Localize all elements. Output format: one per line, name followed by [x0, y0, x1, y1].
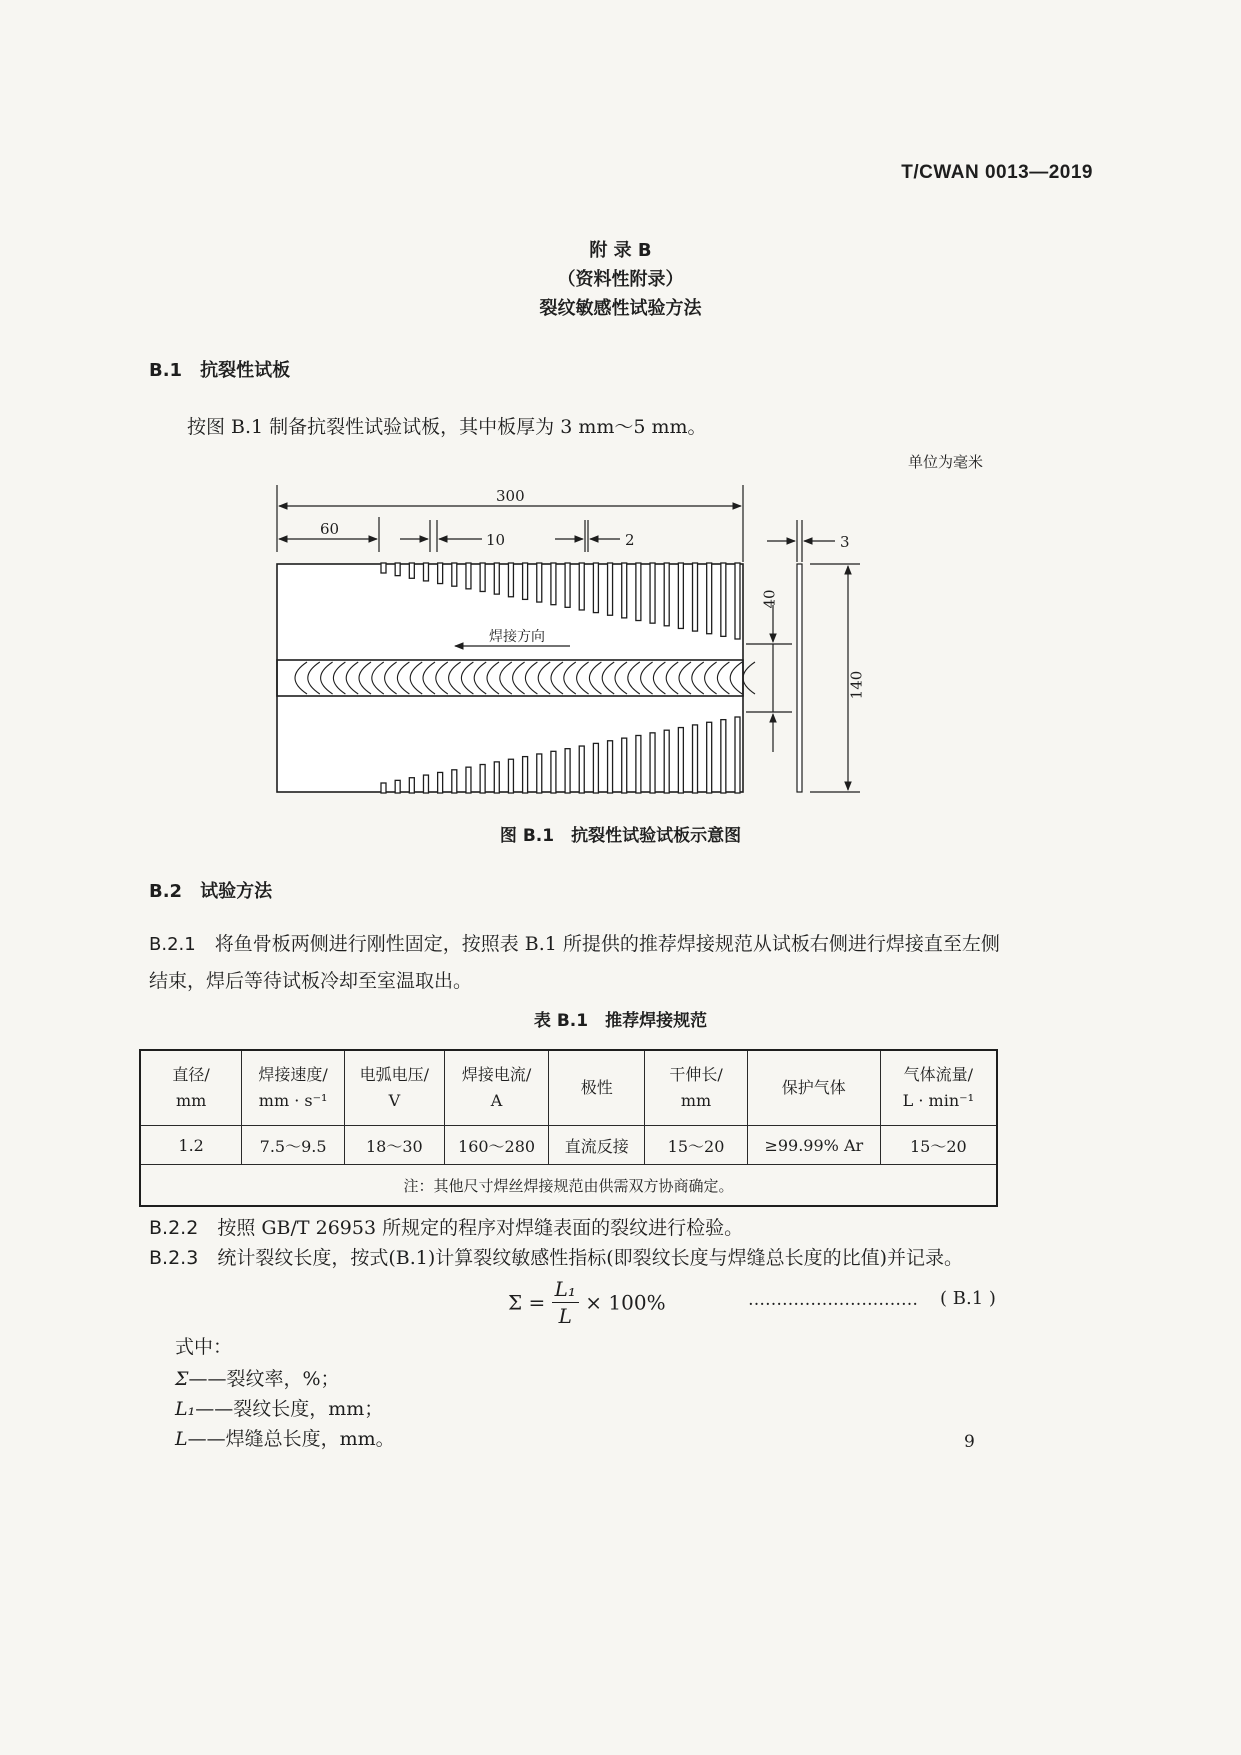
bottom-slot	[678, 728, 683, 793]
top-slot	[636, 563, 641, 621]
unit-note: 单位为毫米	[907, 453, 983, 471]
figure-caption: 图 B.1 抗裂性试验试板示意图	[499, 826, 742, 846]
bottom-slot	[735, 717, 740, 793]
table-note: 注：其他尺寸焊丝焊接规范由供需双方协商确定。	[140, 1165, 997, 1207]
clause-b22-text: 按照 GB/T 26953 所规定的程序对焊缝表面的裂纹进行检验。	[217, 1217, 744, 1239]
dim-10-label: 10	[486, 531, 506, 549]
top-slot	[593, 563, 598, 613]
clause-b21-line1: 将鱼骨板两侧进行刚性固定，按照表 B.1 所提供的推荐焊接规范从试板右侧进行焊接直至左侧	[214, 933, 1000, 955]
top-slot	[480, 563, 485, 591]
clause-b21-number: B.2.1	[149, 934, 196, 955]
section-b1-heading: B.1 抗裂性试板	[149, 360, 291, 381]
cell-polarity: 直流反接	[549, 1126, 645, 1165]
cell-gas-flow: 15～20	[880, 1126, 997, 1165]
cell-welding-speed: 7.5～9.5	[242, 1126, 345, 1165]
clause-b22-number: B.2.2	[149, 1217, 199, 1239]
top-slot	[551, 563, 556, 605]
weld-ripple	[743, 662, 755, 694]
bottom-slot	[551, 751, 556, 793]
top-slot	[409, 563, 414, 578]
where-item-l	[175, 1421, 395, 1457]
top-slot	[494, 563, 499, 594]
dim-300-label: 300	[496, 487, 525, 505]
weld-direction-label: 焊接方向	[489, 629, 545, 645]
top-slot	[395, 563, 400, 576]
top-slot	[735, 563, 740, 639]
bottom-slot	[466, 767, 471, 793]
dim-2-label: 2	[625, 531, 635, 549]
bottom-slot	[423, 775, 428, 793]
welding-spec-table	[139, 1049, 998, 1207]
bottom-slot	[438, 772, 443, 793]
cell-diameter: 1.2	[140, 1126, 242, 1165]
section-b2-heading: B.2 试验方法	[149, 881, 273, 902]
dim-40-label: 40	[760, 589, 779, 609]
formula-rhs: × 100%	[585, 1290, 666, 1315]
dim-140-label: 140	[847, 670, 866, 700]
table-header-row	[140, 1050, 997, 1126]
formula-lhs: Σ =	[508, 1290, 546, 1315]
top-slot	[707, 563, 712, 634]
top-slot	[508, 563, 513, 597]
where-symbol: L	[175, 1428, 188, 1450]
cell-arc-voltage: 18～30	[344, 1126, 444, 1165]
where-symbol: Σ	[175, 1368, 189, 1390]
header-welding-speed: 焊接速度/ mm · s⁻¹	[242, 1050, 345, 1126]
bottom-slot	[664, 730, 669, 793]
clause-b23-number: B.2.3	[149, 1247, 199, 1269]
top-slot	[466, 563, 471, 589]
cell-stick-out: 15～20	[645, 1126, 748, 1165]
top-slot	[423, 563, 428, 581]
bottom-slot	[693, 725, 698, 793]
formula-numerator: L₁	[552, 1276, 579, 1303]
top-slot	[452, 563, 457, 586]
bottom-slot	[494, 762, 499, 793]
top-slot	[622, 563, 627, 618]
dim-3-label: 3	[840, 533, 850, 551]
bottom-slot	[395, 780, 400, 793]
bottom-slot	[409, 778, 414, 793]
bottom-slot	[508, 759, 513, 793]
where-symbol: L₁	[175, 1398, 196, 1420]
appendix-type: （资料性附录）	[557, 269, 684, 290]
formula-fraction	[552, 1276, 579, 1329]
header-polarity: 极性	[549, 1050, 645, 1126]
top-slot	[608, 563, 613, 615]
bottom-slot	[593, 743, 598, 793]
formula-label: ( B.1 )	[940, 1288, 996, 1309]
page-number: 9	[964, 1432, 975, 1452]
top-slot	[438, 563, 443, 584]
clause-b21-line2: 结束，焊后等待试板冷却至室温取出。	[149, 970, 473, 992]
table-caption: 表 B.1 推荐焊接规范	[533, 1011, 708, 1031]
table-row	[140, 1126, 997, 1165]
clause-b23-text: 统计裂纹长度，按式(B.1)计算裂纹敏感性指标(即裂纹长度与焊缝总长度的比值)并记录。	[217, 1247, 964, 1269]
table-note-row	[140, 1165, 997, 1207]
bottom-slot	[707, 722, 712, 793]
header-arc-voltage: 电弧电压/ V	[344, 1050, 444, 1126]
formula-b1	[508, 1276, 666, 1329]
top-slot	[650, 563, 655, 623]
clause-b21	[149, 926, 1099, 999]
header-shielding-gas: 保护气体	[747, 1050, 880, 1126]
clause-b23	[149, 1240, 963, 1276]
appendix-title: 裂纹敏感性试验方法	[539, 298, 702, 319]
where-description: ——裂纹长度，mm；	[195, 1398, 384, 1420]
bottom-slot	[565, 749, 570, 793]
where-description: ——裂纹率，%；	[188, 1368, 340, 1390]
formula-denominator: L	[558, 1304, 572, 1328]
top-slot	[693, 563, 698, 631]
dim-60-label: 60	[320, 520, 340, 538]
bottom-slot	[537, 754, 542, 793]
header-gas-flow: 气体流量/ L · min⁻¹	[880, 1050, 997, 1126]
where-title: 式中：	[175, 1336, 233, 1358]
top-slot	[381, 563, 386, 573]
top-slot	[537, 563, 542, 602]
top-slot	[721, 563, 726, 636]
bottom-slot	[452, 770, 457, 793]
bottom-slot	[579, 746, 584, 793]
bottom-slot	[636, 735, 641, 793]
bottom-slot	[622, 738, 627, 793]
cell-shielding-gas: ≥99.99% Ar	[747, 1126, 880, 1165]
section-b1-paragraph: 按图 B.1 制备抗裂性试验试板，其中板厚为 3 mm～5 mm。	[187, 416, 707, 438]
header-diameter: 直径/ mm	[140, 1050, 242, 1126]
bottom-slot	[721, 720, 726, 793]
bottom-slot	[381, 783, 386, 793]
top-slot	[579, 563, 584, 610]
where-description: ——焊缝总长度，mm。	[187, 1428, 395, 1450]
document-code: T/CWAN 0013—2019	[901, 162, 1093, 183]
top-slot	[523, 563, 528, 599]
formula-dots: …………………………	[748, 1290, 918, 1310]
bottom-slot	[608, 741, 613, 793]
top-slot	[678, 563, 683, 628]
header-stick-out: 干伸长/ mm	[645, 1050, 748, 1126]
top-slot	[664, 563, 669, 626]
bottom-slot	[650, 733, 655, 793]
appendix-label: 附 录 B	[589, 240, 652, 261]
header-welding-current: 焊接电流/ A	[444, 1050, 549, 1126]
top-slot	[565, 563, 570, 607]
bottom-slot	[480, 765, 485, 793]
bottom-slot	[523, 757, 528, 793]
cell-welding-current: 160～280	[444, 1126, 549, 1165]
